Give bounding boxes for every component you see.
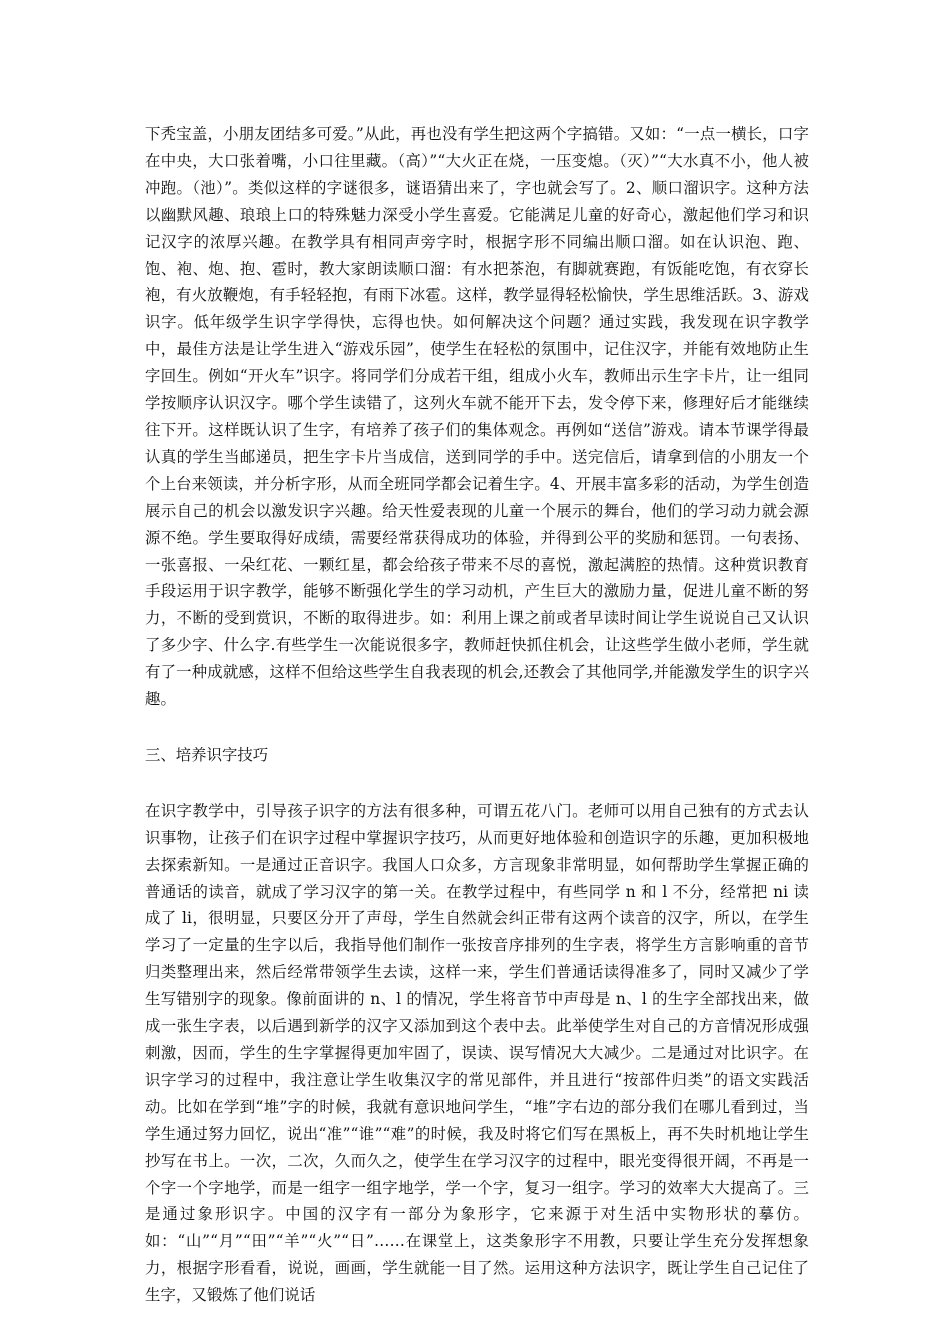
body-paragraph-2: 在识字教学中，引导孩子识字的方法有很多种，可谓五花八门。老师可以用自己独有的方式去认识事物，让孩子们在识字过程中掌握识字技巧，从而更好地体验和创造识字的乐趣，更加积极地去探索新知。一是通过正音识字。我国人口众多，方言现象非常明显，如何帮助学生掌握正确的普通话的读音，就成了学习汉字的第一关。在教学过程中，有些同学 n 和 l 不分，经常把 ni 读成了 li，很明显，只要区分开了声母，学生自然就会纠正带有这两个读音的汉字，所以，在学生学习了一定量的生字以后，我指导他们制作一张按音序排列的生字表，将学生方言影响重的音节归类整理出来，然后经常带领学生去读，这样一来，学生们普通话读得准多了，同时又减少了学生写错别字的现象。像前面讲的 n、l 的情况，学生将音节中声母是 n、l 的生字全部找出来，做成一张生字表，以后遇到新学的汉字又添加到这个表中去。此举使学生对自己的方音情况形成强刺激，因而，学生的生字掌握得更加牢固了，误读、误写情况大大减少。二是通过对比识字。在识字学习的过程中，我注意让学生收集汉字的常见部件，并且进行“按部件归类”的语文实践活动。比如在学到“堆”字的时候，我就有意识地问学生，“堆”字右边的部分我们在哪儿看到过，当学生通过努力回忆，说出“准”“谁”“难”的时候，我及时将它们写在黑板上，再不失时机地让学生抄写在书上。一次，二次，久而久之，使学生在学习汉字的过程中，眼光变得很开阔，不再是一个字一个字地学，而是一组字一组字地学，学一个字，复习一组字。学习的效率大大提高了。三是通过象形识字。中国的汉字有一部分为象形字，它来源于对生活中实物形状的摹仿。如：“山”“月”“田”“羊”“火”“日”……在课堂上，这类象形字不用教，只要让学生充分发挥想象力，根据字形看看，说说，画画，学生就能一目了然。运用这种方法识字，既让学生自己记住了生字，又锻炼了他们说话 <box>145 801 809 1305</box>
body-paragraph-1: 下秃宝盖，小朋友团结多可爱。”从此，再也没有学生把这两个字搞错。又如：“一点一横长，口字在中央，大口张着嘴，小口往里藏。（高）”“大火正在烧，一压变熄。（灭）”“大水真不小，他人被冲跑。（池）”。类似这样的字谜很多，谜语猜出来了，字也就会写了。2、顺口溜识字。这种方法以幽默风趣、琅琅上口的特殊魅力深受小学生喜爱。它能满足儿童的好奇心，激起他们学习和识记汉字的浓厚兴趣。在教学具有相同声旁字时，根据字形不同编出顺口溜。如在认识泡、跑、饱、袍、炮、抱、雹时，教大家朗读顺口溜：有水把茶泡，有脚就赛跑，有饭能吃饱，有衣穿长袍，有火放鞭炮，有手轻轻抱，有雨下冰雹。这样，教学显得轻松愉快，学生思维活跃。3、游戏识字。低年级学生识字学得快，忘得也快。如何解决这个问题？通过实践，我发现在识字教学中，最佳方法是让学生进入“游戏乐园”，使学生在轻松的氛围中，记住汉字，并能有效地防止生字回生。例如“开火车”识字。将同学们分成若干组，组成小火车，教师出示生字卡片，让一组同学按顺序认识汉字。哪个学生读错了，这列火车就不能开下去，发令停下来，修理好后才能继续往下开。这样既认识了生字，有培养了孩子们的集体观念。再例如“送信”游戏。请本节课学得最认真的学生当邮递员，把生字卡片当成信，送到同学的手中。送完信后，请拿到信的小朋友一个个上台来领读，并分析字形，从而全班同学都会记着生字。4、开展丰富多彩的活动，为学生创造展示自己的机会以激发识字兴趣。给天性爱表现的儿童一个展示的舞台，他们的学习动力就会源源不绝。学生要取得好成绩，需要经常获得成功的体验，并得到公平的奖励和惩罚。一句表扬、一张喜报、一朵红花、一颗红星，都会给孩子带来不尽的喜悦，激起满腔的热情。这种赏识教育手段运用于识字教学，能够不断强化学生的学习动机，产生巨大的激励力量，促进儿童不断的努力，不断的受到赏识，不断的取得进步。如：利用上课之前或者早读时间让学生说说自己又认识了多少字、什么字.有些学生一次能说很多字，教师赶快抓住机会，让这些学生做小老师，学生就有了一种成就感，这样不但给这些学生自我表现的机会,还教会了其他同学,并能激发学生的识字兴趣。 <box>145 125 809 709</box>
document-page <box>145 121 809 1309</box>
section-heading-3: 三、培养识字技巧 <box>145 745 269 764</box>
